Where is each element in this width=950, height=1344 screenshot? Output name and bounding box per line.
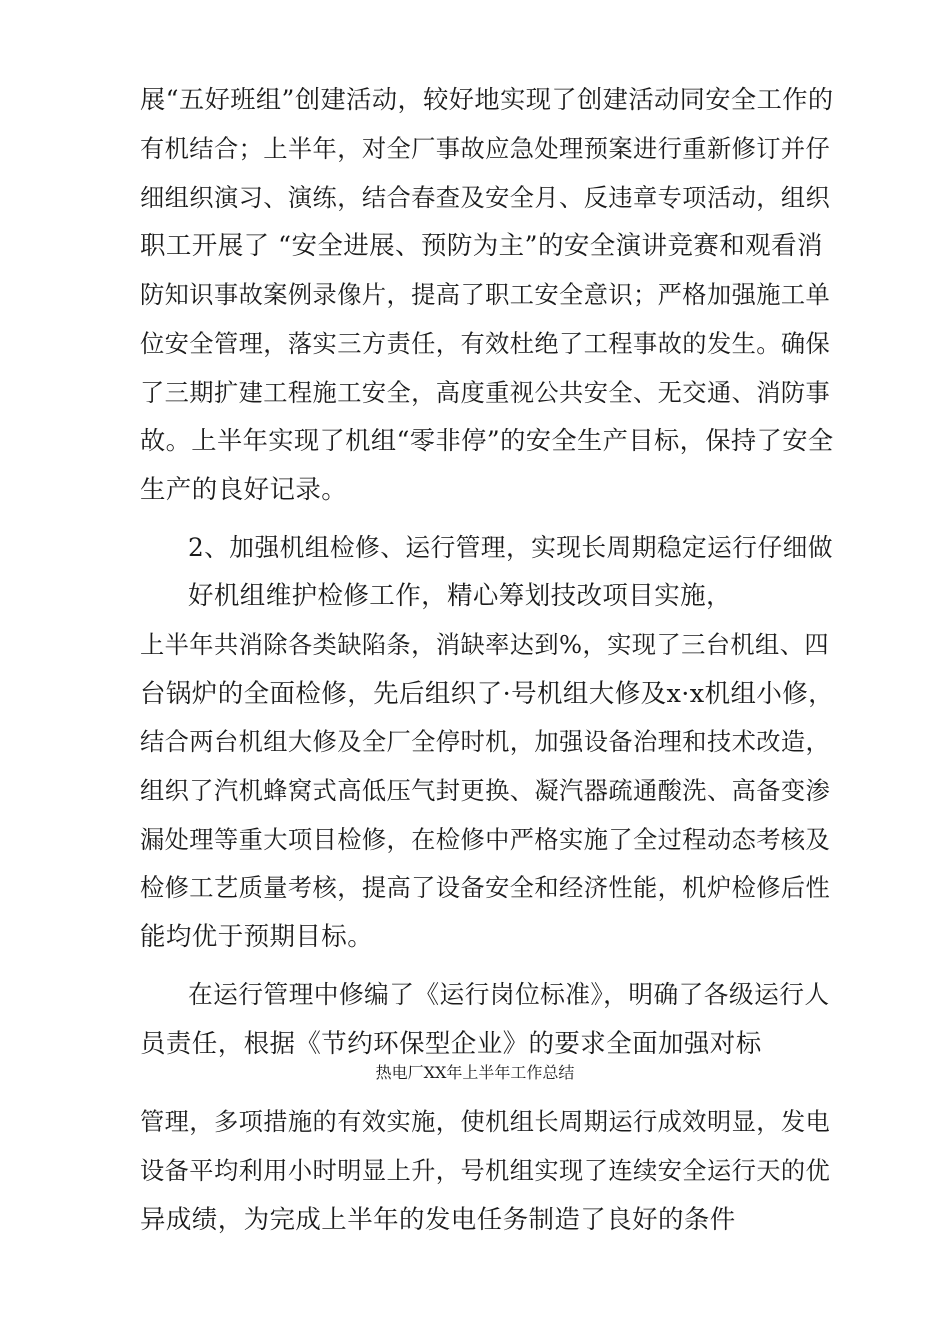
paragraph-line: 结合两台机组大修及全厂全停时机，加强设备治理和技术改造， — [140, 727, 831, 756]
paragraph-line: 员责任，根据《节约环保型企业》的要求全面加强对标 — [140, 1029, 762, 1059]
paragraph-line: 好机组维护检修工作，精心筹划技改项目实施， — [188, 581, 732, 611]
paragraph-line: 了三期扩建工程施工安全，高度重视公共安全、无交通、消防事 — [140, 378, 831, 407]
paragraph-line: 职工开展了 “安全进展、预防为主”的安全演讲竞赛和观看消 — [140, 231, 823, 261]
paragraph-line: 有机结合；上半年，对全厂事故应急处理预案进行重新修订并仔 — [140, 134, 831, 163]
paragraph-line: 上半年共消除各类缺陷条，消缺率达到%，实现了三台机组、四 — [140, 630, 829, 659]
paragraph-line: 在运行管理中修编了《运行岗位标准》，明确了各级运行人 — [188, 980, 830, 1009]
paragraph-line: 防知识事故案例录像片，提高了职工安全意识；严格加强施工单 — [140, 280, 831, 309]
paragraph-line: 台锅炉的全面检修，先后组织了·号机组大修及x·x机组小修， — [140, 679, 835, 709]
paragraph-line: 能均优于预期目标。 — [140, 922, 374, 952]
section-heading: 2、加强机组检修、运行管理，实现长周期稳定运行仔细做 — [188, 533, 833, 562]
page-footer: 热电厂XX年上半年工作总结 — [375, 1063, 575, 1082]
paragraph-line: 故。上半年实现了机组“零非停”的安全生产目标，保持了安全 — [140, 426, 834, 455]
paragraph-line: 设备平均利用小时明显上升，号机组实现了连续安全运行天的优 — [140, 1156, 831, 1185]
paragraph-line: 异成绩，为完成上半年的发电任务制造了良好的条件 — [140, 1205, 736, 1235]
paragraph-line: 生产的良好记录。 — [140, 475, 348, 505]
paragraph-line: 细组织演习、演练，结合春查及安全月、反违章专项活动，组织 — [140, 183, 831, 212]
paragraph-line: 漏处理等重大项目检修，在检修中严格实施了全过程动态考核及 — [140, 825, 831, 854]
paragraph-line: 检修工艺质量考核，提高了设备安全和经济性能，机炉检修后性 — [140, 873, 831, 902]
paragraph-line: 组织了汽机蜂窝式高低压气封更换、凝汽器疏通酸洗、高备变渗 — [140, 776, 831, 805]
paragraph-line: 展“五好班组”创建活动，较好地实现了创建活动同安全工作的 — [140, 85, 834, 114]
paragraph-line: 管理，多项措施的有效实施，使机组长周期运行成效明显，发电 — [140, 1107, 831, 1136]
paragraph-line: 位安全管理，落实三方责任，有效杜绝了工程事故的发生。确保 — [140, 329, 831, 358]
